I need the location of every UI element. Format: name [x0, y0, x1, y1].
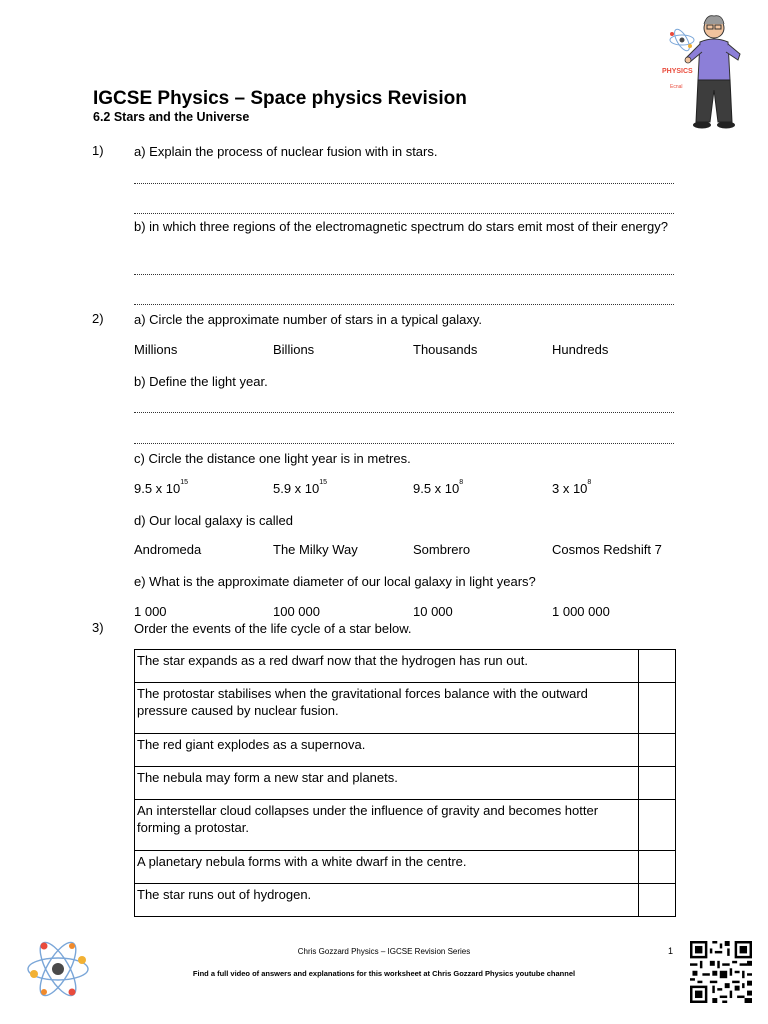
option-sombrero[interactable]: Sombrero: [413, 542, 471, 557]
question-1b-text: b) in which three regions of the electromagnetic spectrum do stars emit most of their energy?: [134, 219, 668, 234]
event-text: The star runs out of hydrogen.: [135, 884, 639, 917]
option-diameter-1[interactable]: 1 000: [134, 604, 167, 619]
question-2c-text: c) Circle the distance one light year is in metres.: [134, 451, 411, 466]
event-text: The star expands as a red dwarf now that the hydrogen has run out.: [135, 650, 639, 683]
table-row: [135, 800, 676, 851]
table-row: [135, 851, 676, 884]
small-atom-icon: [670, 27, 694, 53]
order-box[interactable]: [639, 734, 676, 767]
option-diameter-4[interactable]: 1 000 000: [552, 604, 610, 619]
order-box[interactable]: [639, 851, 676, 884]
logo-text-ecnal: Ecnal: [670, 84, 683, 90]
answer-line[interactable]: [134, 182, 674, 184]
option-exponent: 8: [459, 479, 464, 486]
option-andromeda[interactable]: Andromeda: [134, 542, 202, 557]
order-box[interactable]: [639, 767, 676, 800]
life-cycle-table: [134, 649, 676, 917]
answer-line[interactable]: [134, 442, 674, 444]
table-row: [135, 884, 676, 917]
event-text: The protostar stabilises when the gravitational forces balance with the outward pressure caused by nuclear fusion.: [135, 683, 639, 734]
option-exponent: 15: [319, 479, 328, 486]
answer-line[interactable]: [134, 411, 674, 413]
question-2b-text: b) Define the light year.: [134, 374, 268, 389]
option-cosmos-redshift-7[interactable]: Cosmos Redshift 7: [552, 542, 662, 557]
answer-line[interactable]: [134, 303, 674, 305]
question-2d-text: d) Our local galaxy is called: [134, 513, 293, 528]
option-thousands[interactable]: Thousands: [413, 342, 478, 357]
option-distance-2[interactable]: [273, 481, 327, 496]
option-base: 3 x 10: [552, 481, 588, 496]
option-billions[interactable]: Billions: [273, 342, 315, 357]
option-base: 9.5 x 10: [134, 481, 181, 496]
table-row: [135, 683, 676, 734]
question-1a-text: a) Explain the process of nuclear fusion with in stars.: [134, 144, 438, 159]
option-milky-way[interactable]: The Milky Way: [273, 542, 358, 557]
answer-line[interactable]: [134, 212, 674, 214]
event-text: A planetary nebula forms with a white dwarf in the centre.: [135, 851, 639, 884]
event-text: The red giant explodes as a supernova.: [135, 734, 639, 767]
order-box[interactable]: [639, 800, 676, 851]
question-3-number: 3): [92, 620, 104, 635]
question-1-number: 1): [92, 143, 104, 158]
option-hundreds[interactable]: Hundreds: [552, 342, 609, 357]
table-row: [135, 767, 676, 800]
table-row: [135, 734, 676, 767]
footer-note: Find a full video of answers and explanations for this worksheet at Chris Gozzard Physics youtube channel: [192, 969, 576, 978]
option-millions[interactable]: Millions: [134, 342, 178, 357]
option-base: 5.9 x 10: [273, 481, 320, 496]
footer-series: Chris Gozzard Physics – IGCSE Revision Series: [297, 947, 471, 956]
logo-text-physics: PHYSICS: [662, 68, 693, 75]
event-text: The nebula may form a new star and planets.: [135, 767, 639, 800]
option-distance-3[interactable]: [413, 481, 463, 496]
order-box[interactable]: [639, 650, 676, 683]
page-subtitle: 6.2 Stars and the Universe: [93, 110, 250, 124]
option-exponent: 8: [587, 479, 592, 486]
option-distance-4[interactable]: [552, 481, 591, 496]
order-box[interactable]: [639, 884, 676, 917]
qr-code-icon[interactable]: [690, 941, 752, 1003]
table-row: [135, 650, 676, 683]
option-diameter-2[interactable]: 100 000: [273, 604, 320, 619]
option-diameter-3[interactable]: 10 000: [413, 604, 453, 619]
event-text: An interstellar cloud collapses under the influence of gravity and becomes hotter forming a protostar.: [135, 800, 639, 851]
page-number: 1: [668, 946, 674, 956]
question-3-text: Order the events of the life cycle of a star below.: [134, 621, 412, 636]
question-2e-text: e) What is the approximate diameter of our local galaxy in light years?: [134, 574, 536, 589]
option-base: 9.5 x 10: [413, 481, 460, 496]
option-exponent: 15: [180, 479, 189, 486]
answer-line[interactable]: [134, 273, 674, 275]
physicist-illustration: [652, 10, 752, 135]
question-2-number: 2): [92, 311, 104, 326]
order-box[interactable]: [639, 683, 676, 734]
page-title: IGCSE Physics – Space physics Revision: [93, 88, 467, 109]
question-2a-text: a) Circle the approximate number of stars in a typical galaxy.: [134, 312, 483, 327]
option-distance-1[interactable]: [134, 481, 188, 496]
